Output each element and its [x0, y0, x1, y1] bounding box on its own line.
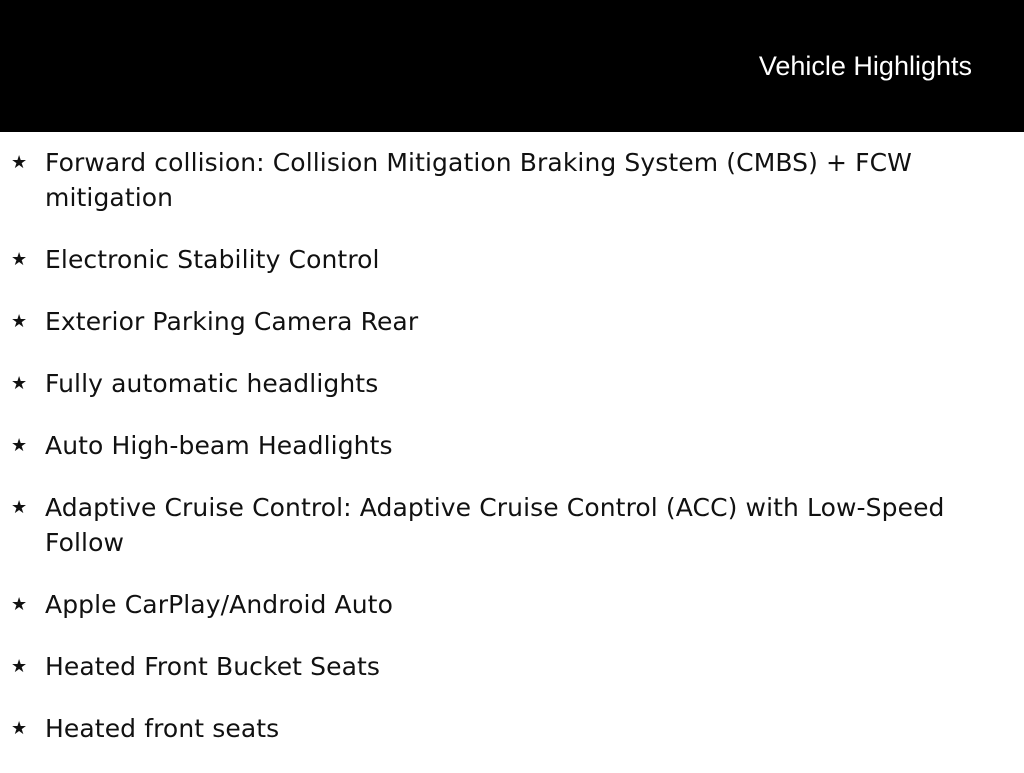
star-icon: ★ [11, 718, 28, 739]
star-icon: ★ [11, 249, 28, 270]
list-item [0, 242, 1024, 277]
list-item-label: Apple CarPlay/Android Auto [45, 590, 393, 619]
star-icon: ★ [11, 497, 28, 518]
star-icon: ★ [11, 311, 28, 332]
page-title: Vehicle Highlights [758, 51, 972, 81]
star-icon: ★ [11, 656, 28, 677]
star-icon: ★ [11, 435, 28, 456]
list-item-label: Heated front seats [45, 714, 280, 743]
header-bar [0, 0, 1024, 132]
list-item-label: Electronic Stability Control [45, 245, 380, 274]
star-icon: ★ [11, 373, 28, 394]
list-item-label: Exterior Parking Camera Rear [45, 307, 419, 336]
list-item-label: Forward collision: Collision Mitigation Braking System (CMBS) + FCW mitigation [45, 148, 912, 212]
list-item [0, 304, 1024, 339]
list-item [0, 649, 1024, 684]
highlights-list [0, 145, 1024, 773]
list-item-label: Fully automatic headlights [45, 369, 379, 398]
list-item-label: Heated Front Bucket Seats [45, 652, 381, 681]
list-item [0, 145, 1024, 215]
list-item [0, 428, 1024, 463]
list-item-label: Adaptive Cruise Control: Adaptive Cruise Control (ACC) with Low-Speed Follow [45, 493, 945, 557]
list-item-label: Auto High-beam Headlights [45, 431, 393, 460]
list-item [0, 366, 1024, 401]
list-item [0, 711, 1024, 746]
list-item [0, 587, 1024, 622]
star-icon: ★ [11, 152, 28, 173]
list-item [0, 490, 1024, 560]
star-icon: ★ [11, 594, 28, 615]
